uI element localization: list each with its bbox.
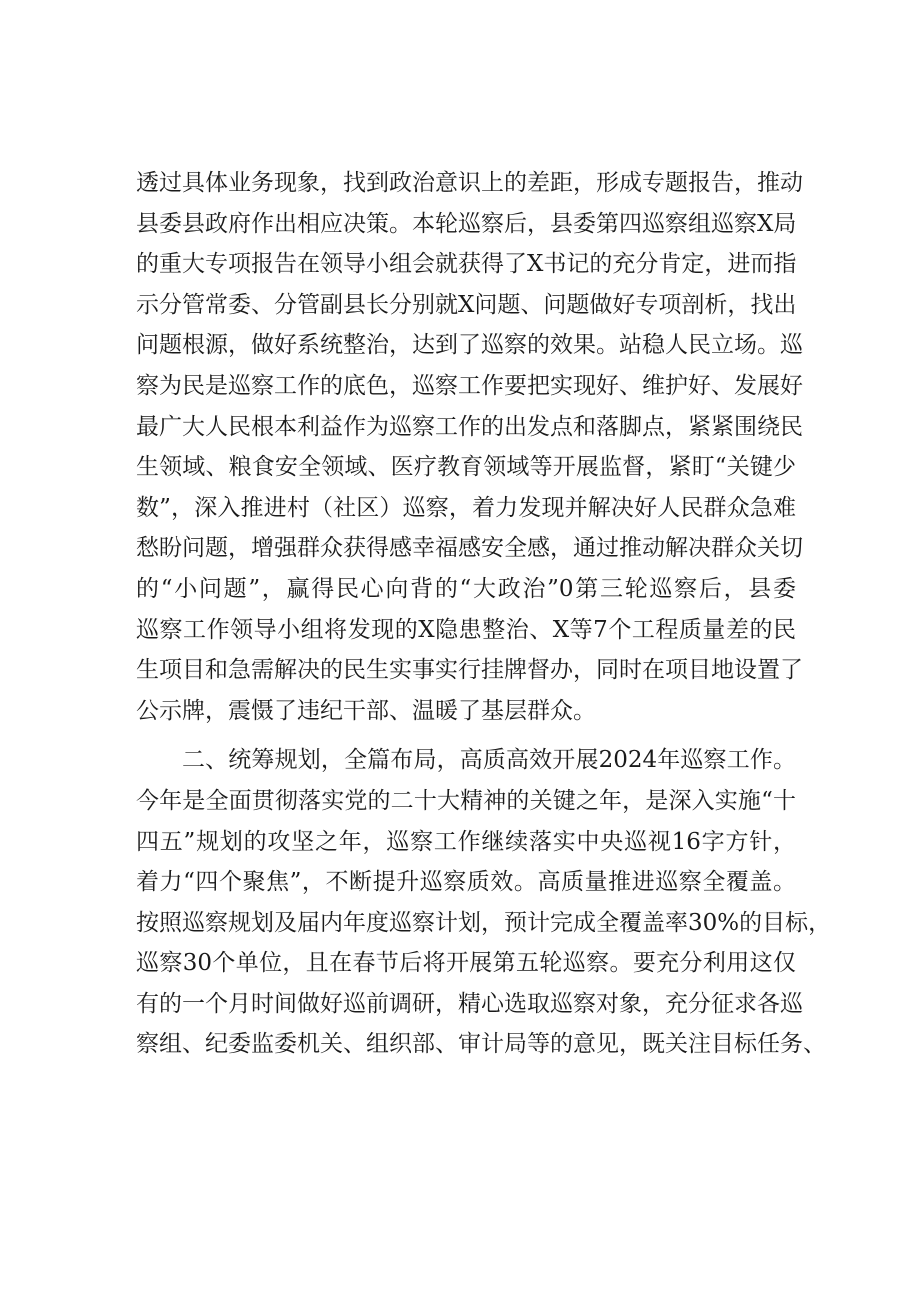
text-line: 示分管常委、分管副县长分别就X问题、问题做好专项剖析，找出: [136, 291, 797, 318]
paragraph-2: [136, 740, 832, 1065]
body-text: [136, 163, 832, 1065]
text-line: 问题根源，做好系统整治，达到了巡察的效果。站稳人民立场。巡: [136, 332, 803, 359]
text-line: 公示牌，震慑了违纪干部、温暖了基层群众。: [136, 697, 596, 724]
text-line: 愁盼问题，增强群众获得感幸福感安全感，通过推动解决群众关切: [136, 535, 803, 562]
text-line: 的“小问题”，赢得民心向背的“大政治”0第三轮巡察后，县委: [136, 575, 796, 602]
text-line: 最广大人民根本利益作为巡察工作的出发点和落脚点，紧紧围绕民: [136, 413, 803, 440]
text-line: 巡察30个单位，且在春节后将开展第五轮巡察。要充分利用这仅: [136, 950, 796, 977]
text-line: 察为民是巡察工作的底色，巡察工作要把实现好、维护好、发展好: [136, 372, 803, 399]
text-line: 数”，深入推进村（社区）巡察，着力发现并解决好人民群众急难: [136, 494, 796, 521]
text-line: 巡察工作领导小组将发现的X隐患整治、X等7个工程质量差的民: [136, 616, 796, 643]
section-heading-line: 二、统筹规划，全篇布局，高质高效开展2024年巡察工作。: [182, 747, 796, 774]
text-line: 四五”规划的攻坚之年，巡察工作继续落实中央巡视16字方针，: [136, 828, 796, 855]
text-line: 透过具体业务现象，找到政治意识上的差距，形成专题报告，推动: [136, 170, 803, 196]
text-line: 察组、纪委监委机关、组织部、审计局等的意见，既关注目标任务、: [136, 1031, 826, 1058]
text-line: 按照巡察规划及届内年度巡察计划，预计完成全覆盖率30%的目标，: [136, 909, 832, 936]
text-line: 着力“四个聚焦”，不断提升巡察质效。高质量推进巡察全覆盖。: [136, 869, 796, 896]
paragraph-spacer: [136, 731, 796, 740]
text-line: 今年是全面贯彻落实党的二十大精神的关键之年，是深入实施“十: [136, 787, 796, 814]
text-line: 的重大专项报告在领导小组会就获得了X书记的充分肯定，进而指: [136, 251, 797, 278]
text-line: 有的一个月时间做好巡前调研，精心选取巡察对象，充分征求各巡: [136, 990, 803, 1017]
text-line: 县委县政府作出相应决策。本轮巡察后，县委第四巡察组巡察X局: [136, 210, 797, 237]
text-line: 生项目和急需解决的民生实事实行挂牌督办，同时在项目地设置了: [136, 657, 803, 684]
paragraph-1: [136, 163, 803, 731]
text-line: 生领域、粮食安全领域、医疗教育领域等开展监督，紧盯“关键少: [136, 454, 796, 481]
